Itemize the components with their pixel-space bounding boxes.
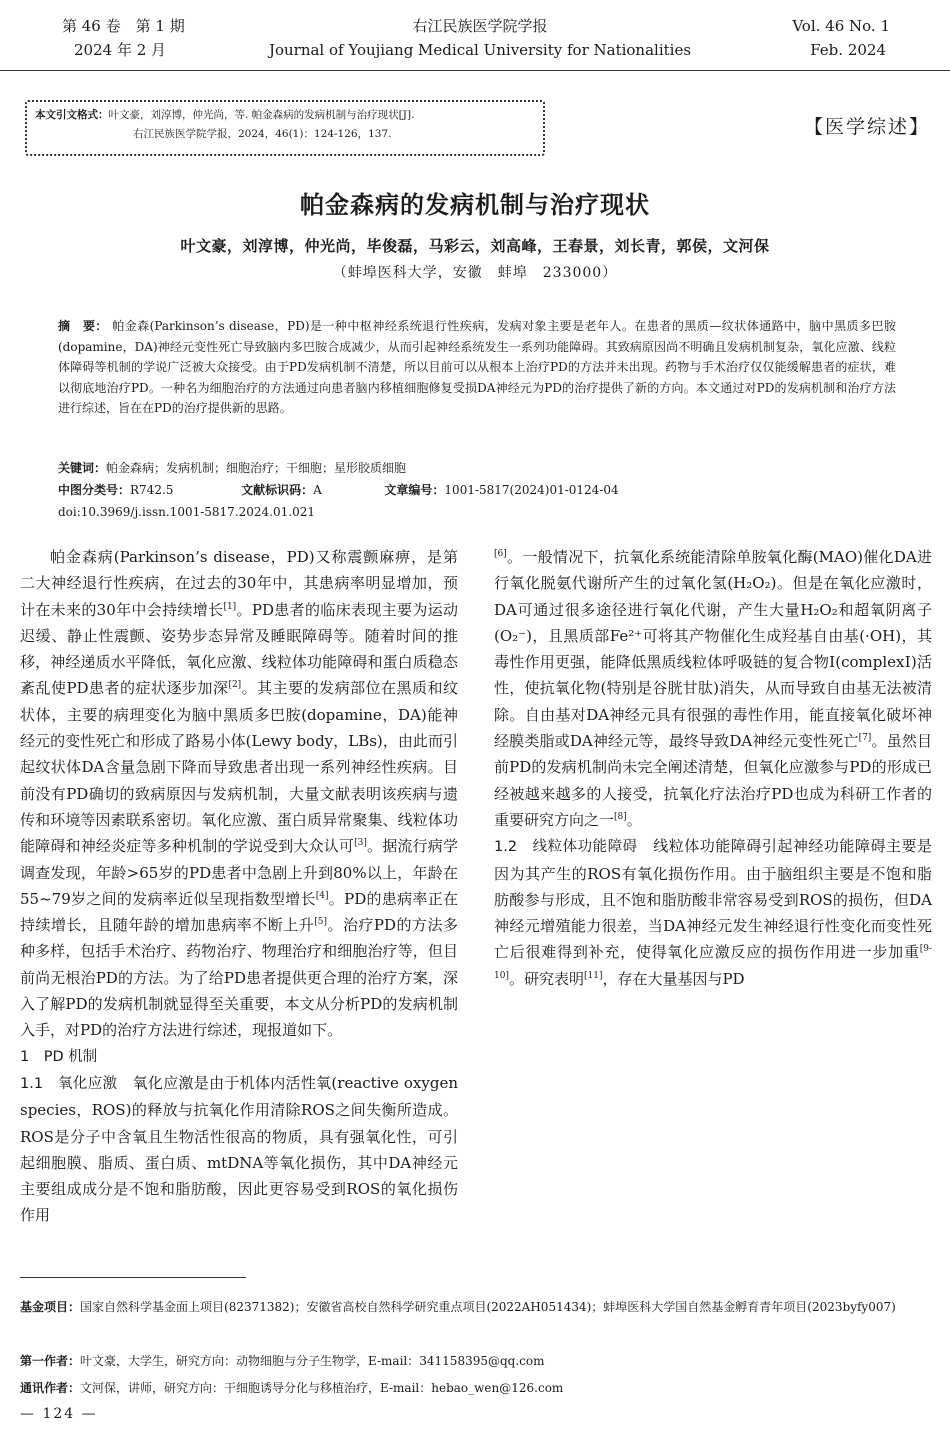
funding-label: 基金项目： xyxy=(20,1300,81,1314)
citation-label: 本文引文格式： xyxy=(35,109,109,121)
section-heading: 1 PD 机制 xyxy=(20,1048,98,1065)
citation-ref: [4] xyxy=(315,890,329,901)
doc-code-value: A xyxy=(313,483,322,497)
intro-paragraph xyxy=(20,544,458,1044)
body-text: 。PD的患病率正在持续增长，且随年龄的增加患病率不断上升 xyxy=(20,889,458,935)
citation-ref: [8] xyxy=(614,811,627,822)
clc-label: 中图分类号： xyxy=(58,483,131,497)
header-journal xyxy=(240,14,720,62)
abstract-label: 摘 要： xyxy=(58,319,108,333)
oxidative-stress-paragraph xyxy=(20,1070,458,1229)
body-text: 。一般情况下，抗氧化系统能清除单胺氧化酶(MAO)催化DA进行氧化脱氨代谢所产生的过氧化氢(H₂O₂)。但是在氧化应激时，DA可通过很多途径进行氧化代谢，产生大量H₂O₂和超氧阴离子(O₂⁻)，且黑质部Fe²⁺可将其产物催化生成羟基自由基(·OH)，其毒性作用更强，能降低黑质线粒体呼吸链的复合物Ⅰ(complexⅠ)活性，使抗氧化物(特别是谷胱甘肽)消失，从而导致自由基无法被清除。自由基对DA神经元具有很强的毒性作用，能直接氧化破坏神经膜类脂或DA神经元等，最终导致DA神经元变性死亡 xyxy=(494,548,932,751)
author-list: 叶文豪，刘淳博，仲光尚，毕俊磊，马彩云，刘高峰，王春景，刘长青，郭侯，文河保 xyxy=(180,237,770,255)
body-text: 。PD患者的临床表现主要为运动迟缓、静止性震颤、姿势步态异常及睡眠障碍等。随着时间的推移，神经递质水平降低，氧化应激、线粒体功能障碍和蛋白质稳态紊乱使PD患者的症状逐步加深 xyxy=(20,600,458,698)
first-author-text: 叶文豪，大学生，研究方向：动物细胞与分子生物学，E-mail：341158395@qq.com xyxy=(80,1354,545,1368)
body-text: 。其主要的发病部位在黑质和纹状体，主要的病理变化为脑中黑质多巴胺(dopamine，DA)能神经元的变性死亡和形成了路易小体(Lewy body，LBs)，由此而引起纹状体DA含量急剧下降而导致患者出现一系列神经性疾病。目前没有PD确切的致病原因与发病机制，大量文献表明该疾病与遗传和环境等因素联系密切。氧化应激、蛋白质异常聚集、线粒体功能障碍和神经炎症等多种机制的学说受到大众认可 xyxy=(20,679,458,856)
volume-issue-en: Vol. 46 No. 1 xyxy=(792,17,890,35)
article-number-label: 文章编号： xyxy=(384,483,445,497)
citation-line1: 叶文豪，刘淳博，仲光尚，等. 帕金森病的发病机制与治疗现状[J]. xyxy=(108,109,415,121)
body-text: 。研究表明 xyxy=(508,969,584,988)
body-text: 氧化应激是由于机体内活性氧(reactive oxygen species，ROS)的释放与抗氧化作用清除ROS之间失衡所造成。ROS是分子中含氧且生物活性很高的物质，具有强氧化性，可引起细胞膜、脂质、蛋白质、mtDNA等氧化损伤，其中DA神经元主要组成成分是不饱和脂肪酸，因此更容易受到ROS的氧化损伤作用 xyxy=(20,1073,459,1225)
article-number-value: 1001-5817(2024)01-0124-04 xyxy=(444,483,619,497)
corresponding-label: 通讯作者： xyxy=(20,1381,81,1395)
volume-issue-cn: 第 46 卷 第 1 期 xyxy=(62,17,185,35)
body-text: 。治疗PD的方法多种多样，包括手术治疗、药物治疗、物理治疗和细胞治疗等，但目前尚无根治PD的方法。为了给PD患者提供更合理的治疗方案，深入了解PD的发病机制就显得至关重要，本文从分析PD的发病机制入手，对PD的治疗方法进行综述，现报道如下。 xyxy=(20,916,458,1040)
first-author-label: 第一作者： xyxy=(20,1354,81,1368)
citation-ref: [6] xyxy=(494,549,507,559)
footnote-funding xyxy=(20,1296,940,1318)
column-tag: 【医学综述】 xyxy=(803,116,930,138)
page-number: — 124 — xyxy=(20,1406,98,1422)
citation-ref: [3] xyxy=(354,838,367,849)
article-title: 帕金森病的发病机制与治疗现状 xyxy=(300,191,650,219)
citation-ref: [11] xyxy=(583,970,603,981)
doc-code-label: 文献标识码： xyxy=(241,483,314,497)
clc-value: R742.5 xyxy=(130,483,174,497)
footnote-first-author xyxy=(20,1350,940,1372)
footnote-corresponding xyxy=(20,1377,940,1399)
body-column-left xyxy=(20,544,458,1229)
doi: doi:10.3969/j.issn.1001-5817.2024.01.021 xyxy=(58,505,315,519)
date-cn: 2024 年 2 月 xyxy=(74,41,167,59)
citation-ref: [7] xyxy=(858,733,872,744)
running-header xyxy=(0,12,950,68)
date-en: Feb. 2024 xyxy=(810,41,886,59)
footnote-rule xyxy=(20,1277,246,1278)
header-rule xyxy=(0,70,950,71)
keywords-label: 关键词： xyxy=(58,461,107,475)
subsection-heading: 1.2 线粒体功能障碍 xyxy=(494,839,638,856)
journal-name-cn: 右江民族医学院学报 xyxy=(412,17,548,35)
keywords xyxy=(58,458,898,478)
abstract-text: 帕金森(Parkinson’s disease，PD)是一种中枢神经系统退行性疾病，发病对象主要是老年人。在患者的黑质—纹状体通路中，脑中黑质多巴胺(dopamine，DA)神经元变性死亡导致脑内多巴胺合成减少，从而引起神经系统发生一系列功能障碍。其致病原因尚不明确且发病机制复杂，氧化应激、线粒体障碍等机制的学说广泛被大众接受。由于PD发病机制不清楚，所以目前可以从根本上治疗PD的方法并未出现。药物与手术治疗仅仅能缓解患者的症状，难以彻底地治疗PD。一种名为细胞治疗的方法通过向患者脑内移植细胞修复受损DA神经元为PD的治疗提供了新的方向。本文通过对PD的发病机制和治疗方法进行综述，旨在在PD的治疗提供新的思路。 xyxy=(58,319,896,416)
citation-ref: [9-10] xyxy=(494,944,932,981)
body-text: 。 xyxy=(626,810,642,829)
classification-line xyxy=(58,480,898,500)
affiliation: （蚌埠医科大学，安徽 蚌埠 233000） xyxy=(332,265,618,281)
abstract xyxy=(58,316,896,419)
body-column-right xyxy=(494,544,932,992)
header-volume xyxy=(62,14,262,62)
citation-ref: [2] xyxy=(228,680,242,691)
body-text: ，存在大量基因与PD xyxy=(602,969,745,988)
citation-ref: [1] xyxy=(223,601,237,612)
keywords-text: 帕金森病；发病机制；细胞治疗；干细胞；星形胶质细胞 xyxy=(106,461,407,475)
body-text: 线粒体功能障碍引起神经功能障碍主要是因为其产生的ROS有氧化损伤作用。由于脑组织主要是不饱和脂肪酸参与形成，且不饱和脂肪酸非常容易受到ROS的损伤，但DA神经元增殖能力很差，当DA神经元发生神经退行性变化而变性死亡后很难得到补充，使得氧化应激反应的损伤作用进一步加重 xyxy=(494,837,932,962)
citation-box xyxy=(25,100,545,156)
subsection-heading: 1.1 氧化应激 xyxy=(20,1075,118,1092)
body-text: 。虽然目前PD的发病机制尚未完全阐述清楚，但氧化应激参与PD的形成已经被越来越多的人接受，抗氧化疗法治疗PD也成为科研工作者的重要研究方向之一 xyxy=(494,732,932,829)
mitochondria-paragraph xyxy=(494,833,932,992)
journal-name-en: Journal of Youjiang Medical University for Nationalities xyxy=(268,41,692,59)
body-text: 帕金森病(Parkinson’s disease，PD)又称震颤麻痹，是第二大神经退行性疾病，在过去的30年中，其患病率明显增加，预计在未来的30年中会持续增长 xyxy=(20,548,458,619)
citation-ref: [5] xyxy=(314,917,327,928)
body-text: 。据流行病学调查发现，年龄>65岁的PD患者中急剧上升到80%以上，年龄在55~79岁之间的发病率近似呈现指数型增长 xyxy=(20,837,458,908)
funding-text: 国家自然科学基金面上项目(82371382)；安徽省高校自然科学研究重点项目(2022AH051434)；蚌埠医科大学国自然基金孵育青年项目(2023byfy007) xyxy=(80,1300,896,1314)
corresponding-text: 文河保，讲师，研究方向：干细胞诱导分化与移植治疗，E-mail：hebao_wen@126.com xyxy=(80,1381,564,1395)
citation-line2: 右江民族医学院学报，2024，46(1)：124-126，137. xyxy=(133,128,392,140)
oxidative-stress-continued xyxy=(494,544,932,833)
header-volume-en xyxy=(690,14,890,62)
